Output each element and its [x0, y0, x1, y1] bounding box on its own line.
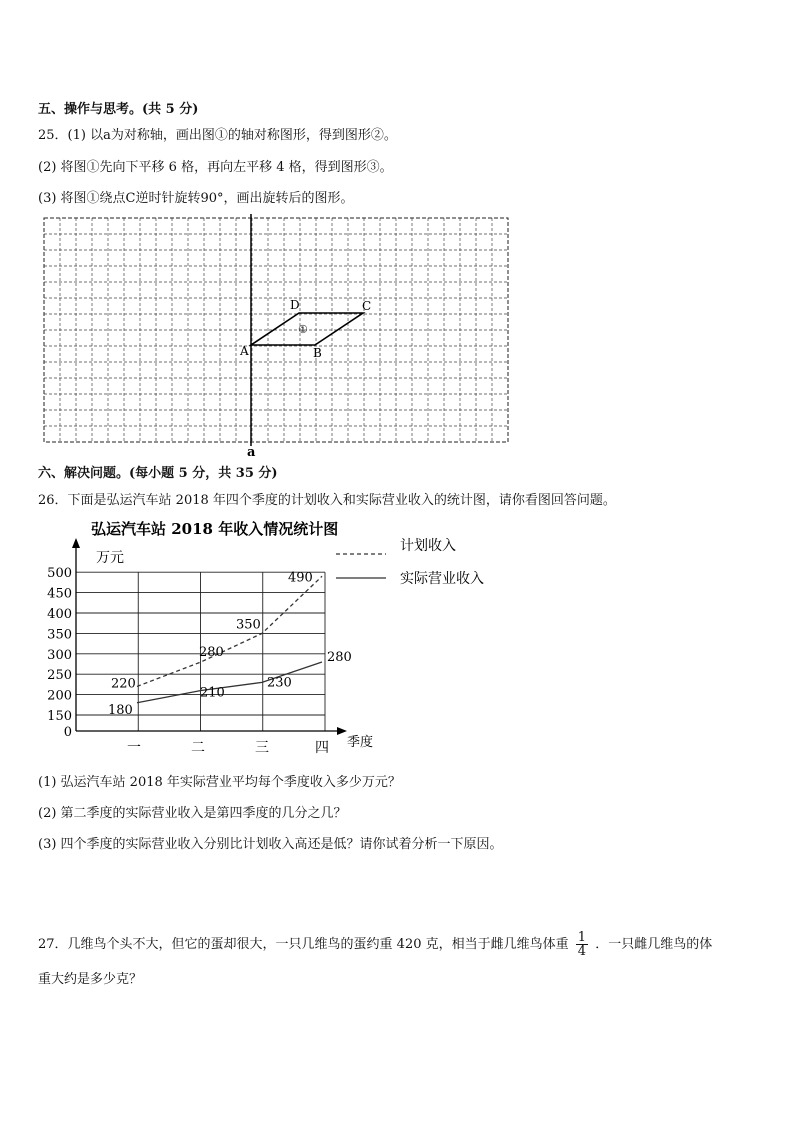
- y-tick-label: 300: [47, 647, 72, 663]
- fraction-numerator: 1: [577, 930, 587, 945]
- vertex-label-a: A: [240, 344, 249, 358]
- question-25-line-3: (3) 将图①绕点C逆时针旋转90°，画出旋转后的图形。: [38, 191, 354, 206]
- y-tick-label: 350: [47, 627, 72, 643]
- question-26-part-2: (2) 第二季度的实际营业收入是第四季度的几分之几？: [38, 806, 347, 821]
- section-6-heading: 六、解决问题。(每小题 5 分，共 35 分): [38, 466, 278, 481]
- actual-data-label: 280: [327, 649, 352, 665]
- y-tick-labels: [47, 566, 72, 740]
- planned-data-label: 350: [236, 617, 261, 633]
- y-tick-label: 0: [63, 725, 72, 740]
- planned-data-label: 220: [111, 676, 136, 692]
- chart-title: 弘运汽车站 2018 年收入情况统计图: [91, 520, 339, 538]
- actual-income-line: [137, 662, 322, 703]
- y-tick-label: 400: [47, 607, 72, 622]
- fraction-denominator: 4: [577, 944, 587, 959]
- x-tick-label: 二: [191, 740, 205, 756]
- figure-1-label: ①: [298, 323, 308, 336]
- x-tick-label: 四: [315, 740, 329, 756]
- vertex-label-c: C: [362, 299, 372, 313]
- vertex-label-d: D: [290, 298, 300, 312]
- vertex-label-b: B: [313, 346, 322, 360]
- question-25-line-1: 25．(1) 以a为对称轴，画出图①的轴对称图形，得到图形②。: [38, 128, 397, 143]
- chart-series: [137, 576, 322, 703]
- question-26-part-1: (1) 弘运汽车站 2018 年实际营业平均每个季度收入多少万元？: [38, 775, 401, 790]
- y-axis-unit-label: 万元: [96, 550, 124, 566]
- grid-figure: [0, 0, 794, 470]
- planned-data-label: 280: [199, 644, 224, 660]
- axis-label-a: a: [247, 445, 256, 460]
- x-axis-arrow: [337, 727, 347, 735]
- question-25-line-2: (2) 将图①先向下平移 6 格，再向左平移 4 格，得到图形③。: [38, 160, 393, 175]
- y-tick-label: 500: [47, 566, 72, 582]
- x-axis-label: 季度: [347, 735, 374, 750]
- y-tick-label: 250: [47, 668, 72, 684]
- y-tick-label: 200: [47, 688, 72, 704]
- income-line-chart: [0, 510, 794, 760]
- y-axis-arrow: [72, 538, 80, 548]
- planned-data-label: 490: [288, 570, 313, 586]
- actual-data-label: 230: [267, 675, 292, 691]
- question-27-part-1: 27．几维鸟个头不大，但它的蛋却很大，一只几维鸟的蛋约重 420 克，相当于雌几维鸟体重: [38, 937, 569, 952]
- x-tick-label: 三: [255, 740, 269, 756]
- actual-data-label: 180: [108, 702, 133, 718]
- x-tick-labels: [127, 740, 329, 756]
- legend-actual-label: 实际营业收入: [400, 571, 484, 587]
- question-27-line-2: 重大约是多少克？: [38, 972, 143, 987]
- question-27-text: [38, 931, 712, 958]
- dashed-grid: [44, 218, 508, 442]
- question-26-part-3: (3) 四个季度的实际营业收入分别比计划收入高还是低？请你试着分析一下原因。: [38, 837, 503, 852]
- y-tick-label: 150: [47, 709, 72, 724]
- x-tick-label: 一: [127, 740, 141, 756]
- y-tick-label: 450: [47, 586, 72, 602]
- question-26: 26．下面是弘运汽车站 2018 年四个季度的计划收入和实际营业收入的统计图，请你看图回答问题。: [38, 493, 616, 508]
- actual-data-label: 210: [200, 685, 225, 701]
- legend-planned-label: 计划收入: [400, 538, 456, 554]
- fraction-one-quarter: [576, 931, 588, 958]
- question-27-part-2: ．一只雌几维鸟的体: [595, 937, 713, 952]
- section-5-heading: 五、操作与思考。(共 5 分): [38, 102, 199, 117]
- chart-legend: [336, 537, 484, 587]
